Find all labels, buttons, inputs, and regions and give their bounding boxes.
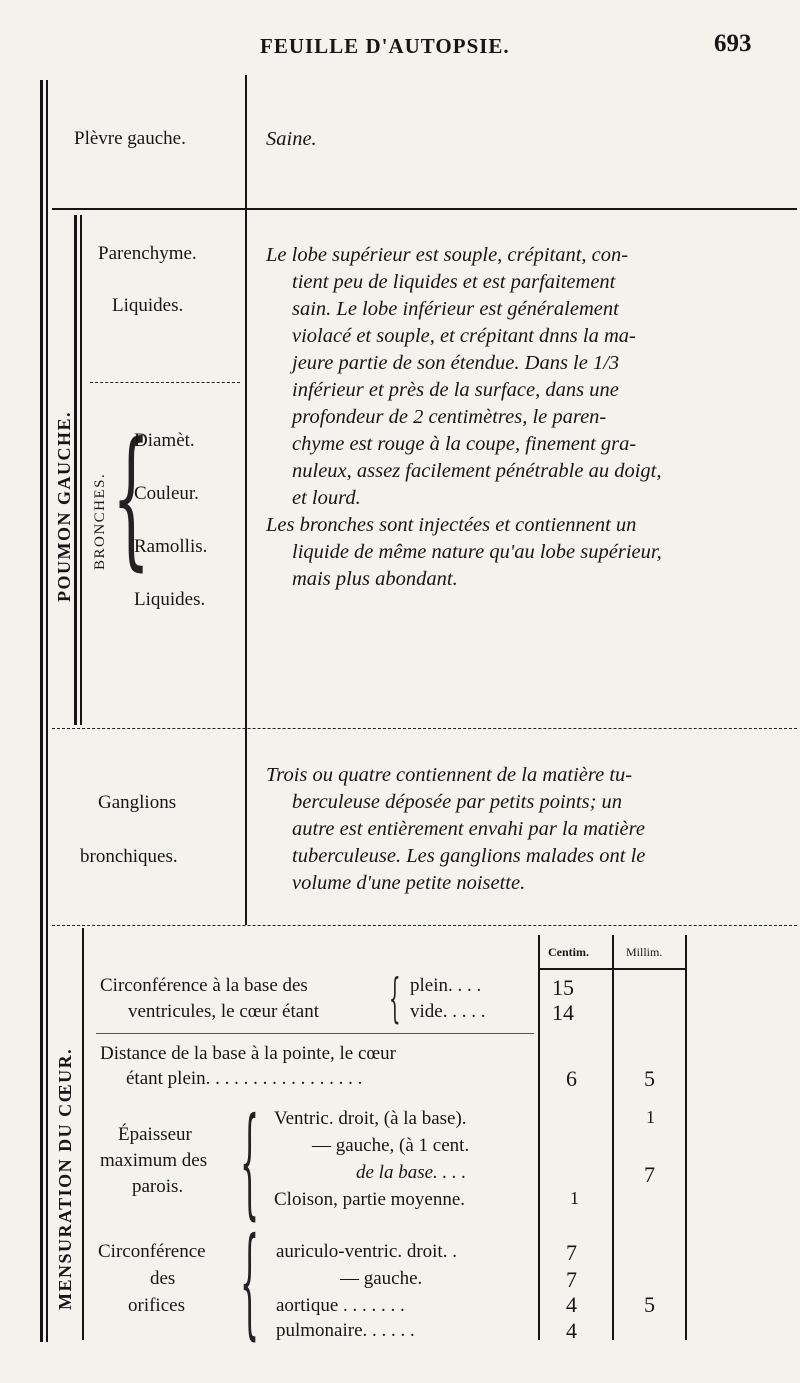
orifices-row-1-cm: 7 [566,1240,577,1265]
circ-base-plein-cm: 15 [552,975,574,1000]
poumon-inner-rule-2 [80,215,82,725]
poumon-text-line-3: sain. Le lobe inférieur est généralement [292,298,619,320]
orifices-row-4-cm: 4 [566,1318,577,1343]
parenchyme-label: Parenchyme. [98,243,197,264]
distance-line-1: Distance de la base à la pointe, le cœur [100,1043,396,1064]
ganglions-text-line-1: Trois ou quatre contiennent de la matière tu- [266,764,633,786]
poumon-text-line-13: mais plus abondant. [292,568,458,590]
circ-base-vide: vide. . . . . [410,1001,486,1022]
col-millim-right [685,935,687,1340]
poumon-text-line-10: et lourd. [292,487,361,509]
distance-mm: 5 [644,1066,655,1091]
outer-left-rule [40,80,43,1342]
orifices-row-2: — gauche. [340,1268,423,1289]
poumon-text-line-5: jeure partie de son étendue. Dans le 1/3 [292,352,620,374]
page-number: 693 [714,30,752,57]
orifices-brace: { [240,1213,260,1352]
orifices-row-4: pulmonaire. . . . . . [276,1320,415,1341]
circ-base-label-line-2: ventricules, le cœur étant [128,1001,319,1022]
poumon-text-line-2: tient peu de liquides et est parfaitement [292,271,616,293]
distance-cm: 6 [566,1066,577,1091]
circ-base-plein: plein. . . . [410,975,482,996]
poumon-text-line-1: Le lobe supérieur est souple, crépitant, con- [266,244,629,266]
orifices-row-3: aortique . . . . . . . [276,1295,405,1316]
epaisseur-row-1: Ventric. droit, (à la base). [274,1108,467,1129]
epaisseur-label-line-2: maximum des [100,1150,208,1171]
circ-base-vide-cm: 14 [552,1000,574,1025]
bronches-item-ramollis: Ramollis. [134,536,208,557]
epaisseur-row-2: — gauche, (à 1 cent. [312,1135,470,1156]
ganglions-separator [52,925,797,926]
ganglions-label-line-1: Ganglions [98,792,177,813]
epaisseur-row-3-mm: 7 [644,1162,655,1187]
epaisseur-row-4-cm: 1 [570,1188,579,1208]
poumon-text-line-9: nuleux, assez facilement pénétrable au doigt, [292,460,662,482]
epaisseur-label-line-3: parois. [132,1176,184,1197]
orifices-label-line-2: des [150,1268,176,1289]
epaisseur-row-4: Cloison, partie moyenne. [274,1189,466,1210]
poumon-text-line-6: inférieur et près de la surface, dans une [292,379,619,401]
epaisseur-label-line-1: Épaisseur [118,1124,192,1145]
distance-line-2: étant plein. . . . . . . . . . . . . . . . . [126,1068,363,1089]
bronches-item-liquides: Liquides. [134,589,206,610]
col-header-centim: Centim. [548,945,589,959]
poumon-text-line-4: violacé et souple, et crépitant dnns la ma- [292,325,636,347]
col-header-millim: Millim. [626,945,663,959]
outer-left-rule-inner [46,80,48,1342]
label-column-divider [245,75,247,925]
liquides-dash [90,382,240,383]
col-header-underline-mm [614,968,685,970]
mensuration-left-rule [82,928,84,1340]
poumon-separator [52,728,797,729]
liquides-label: Liquides. [112,295,184,316]
orifices-row-3-mm: 5 [644,1292,655,1317]
ganglions-text-line-2: berculeuse déposée par petits points; un [292,791,623,813]
orifices-label-line-3: orifices [128,1295,185,1316]
ganglions-text-line-5: volume d'une petite noisette. [292,872,526,894]
poumon-text-line-12: liquide de même nature qu'au lobe supérieur, [292,541,662,563]
circ-base-label-line-1: Circonférence à la base des [100,975,308,996]
plevre-separator [52,208,797,210]
poumon-text-line-7: profondeur de 2 centimètres, le paren- [292,406,607,428]
poumon-section-label: POUMON GAUCHE. [54,411,74,602]
orifices-row-1: auriculo-ventric. droit. . [276,1241,457,1262]
epaisseur-row-1-mm: 1 [646,1107,655,1127]
epaisseur-row-3: de la base. . . . [356,1162,467,1183]
col-header-underline-cm [540,968,612,970]
poumon-text-line-11: Les bronches sont injectées et contiennent un [266,514,637,536]
orifices-row-3-cm: 4 [566,1292,577,1317]
circ-base-brace: { [389,969,401,1029]
bronches-item-diamet: Diamèt. [134,430,195,451]
bronches-label: BRONCHES. [92,472,108,570]
circ-base-separator [96,1033,534,1034]
ganglions-text-line-3: autre est entièrement envahi par la matière [292,818,645,840]
page-header-title: FEUILLE D'AUTOPSIE. [260,34,510,58]
ganglions-label-line-2: bronchiques. [80,846,178,867]
mensuration-section-label: MENSURATION DU CŒUR. [55,1047,75,1310]
epaisseur-brace: { [240,1093,260,1232]
orifices-row-2-cm: 7 [566,1267,577,1292]
plevre-value: Saine. [266,128,317,150]
col-centim-left [538,935,540,1340]
bronches-item-couleur: Couleur. [134,483,199,504]
bronches-brace: { [112,411,151,585]
orifices-label-line-1: Circonférence [98,1241,206,1262]
col-centim-right [612,935,614,1340]
ganglions-text-line-4: tuberculeuse. Les ganglions malades ont le [292,845,646,867]
poumon-text-line-8: chyme est rouge à la coupe, finement gra- [292,433,637,455]
plevre-label: Plèvre gauche. [74,128,186,149]
